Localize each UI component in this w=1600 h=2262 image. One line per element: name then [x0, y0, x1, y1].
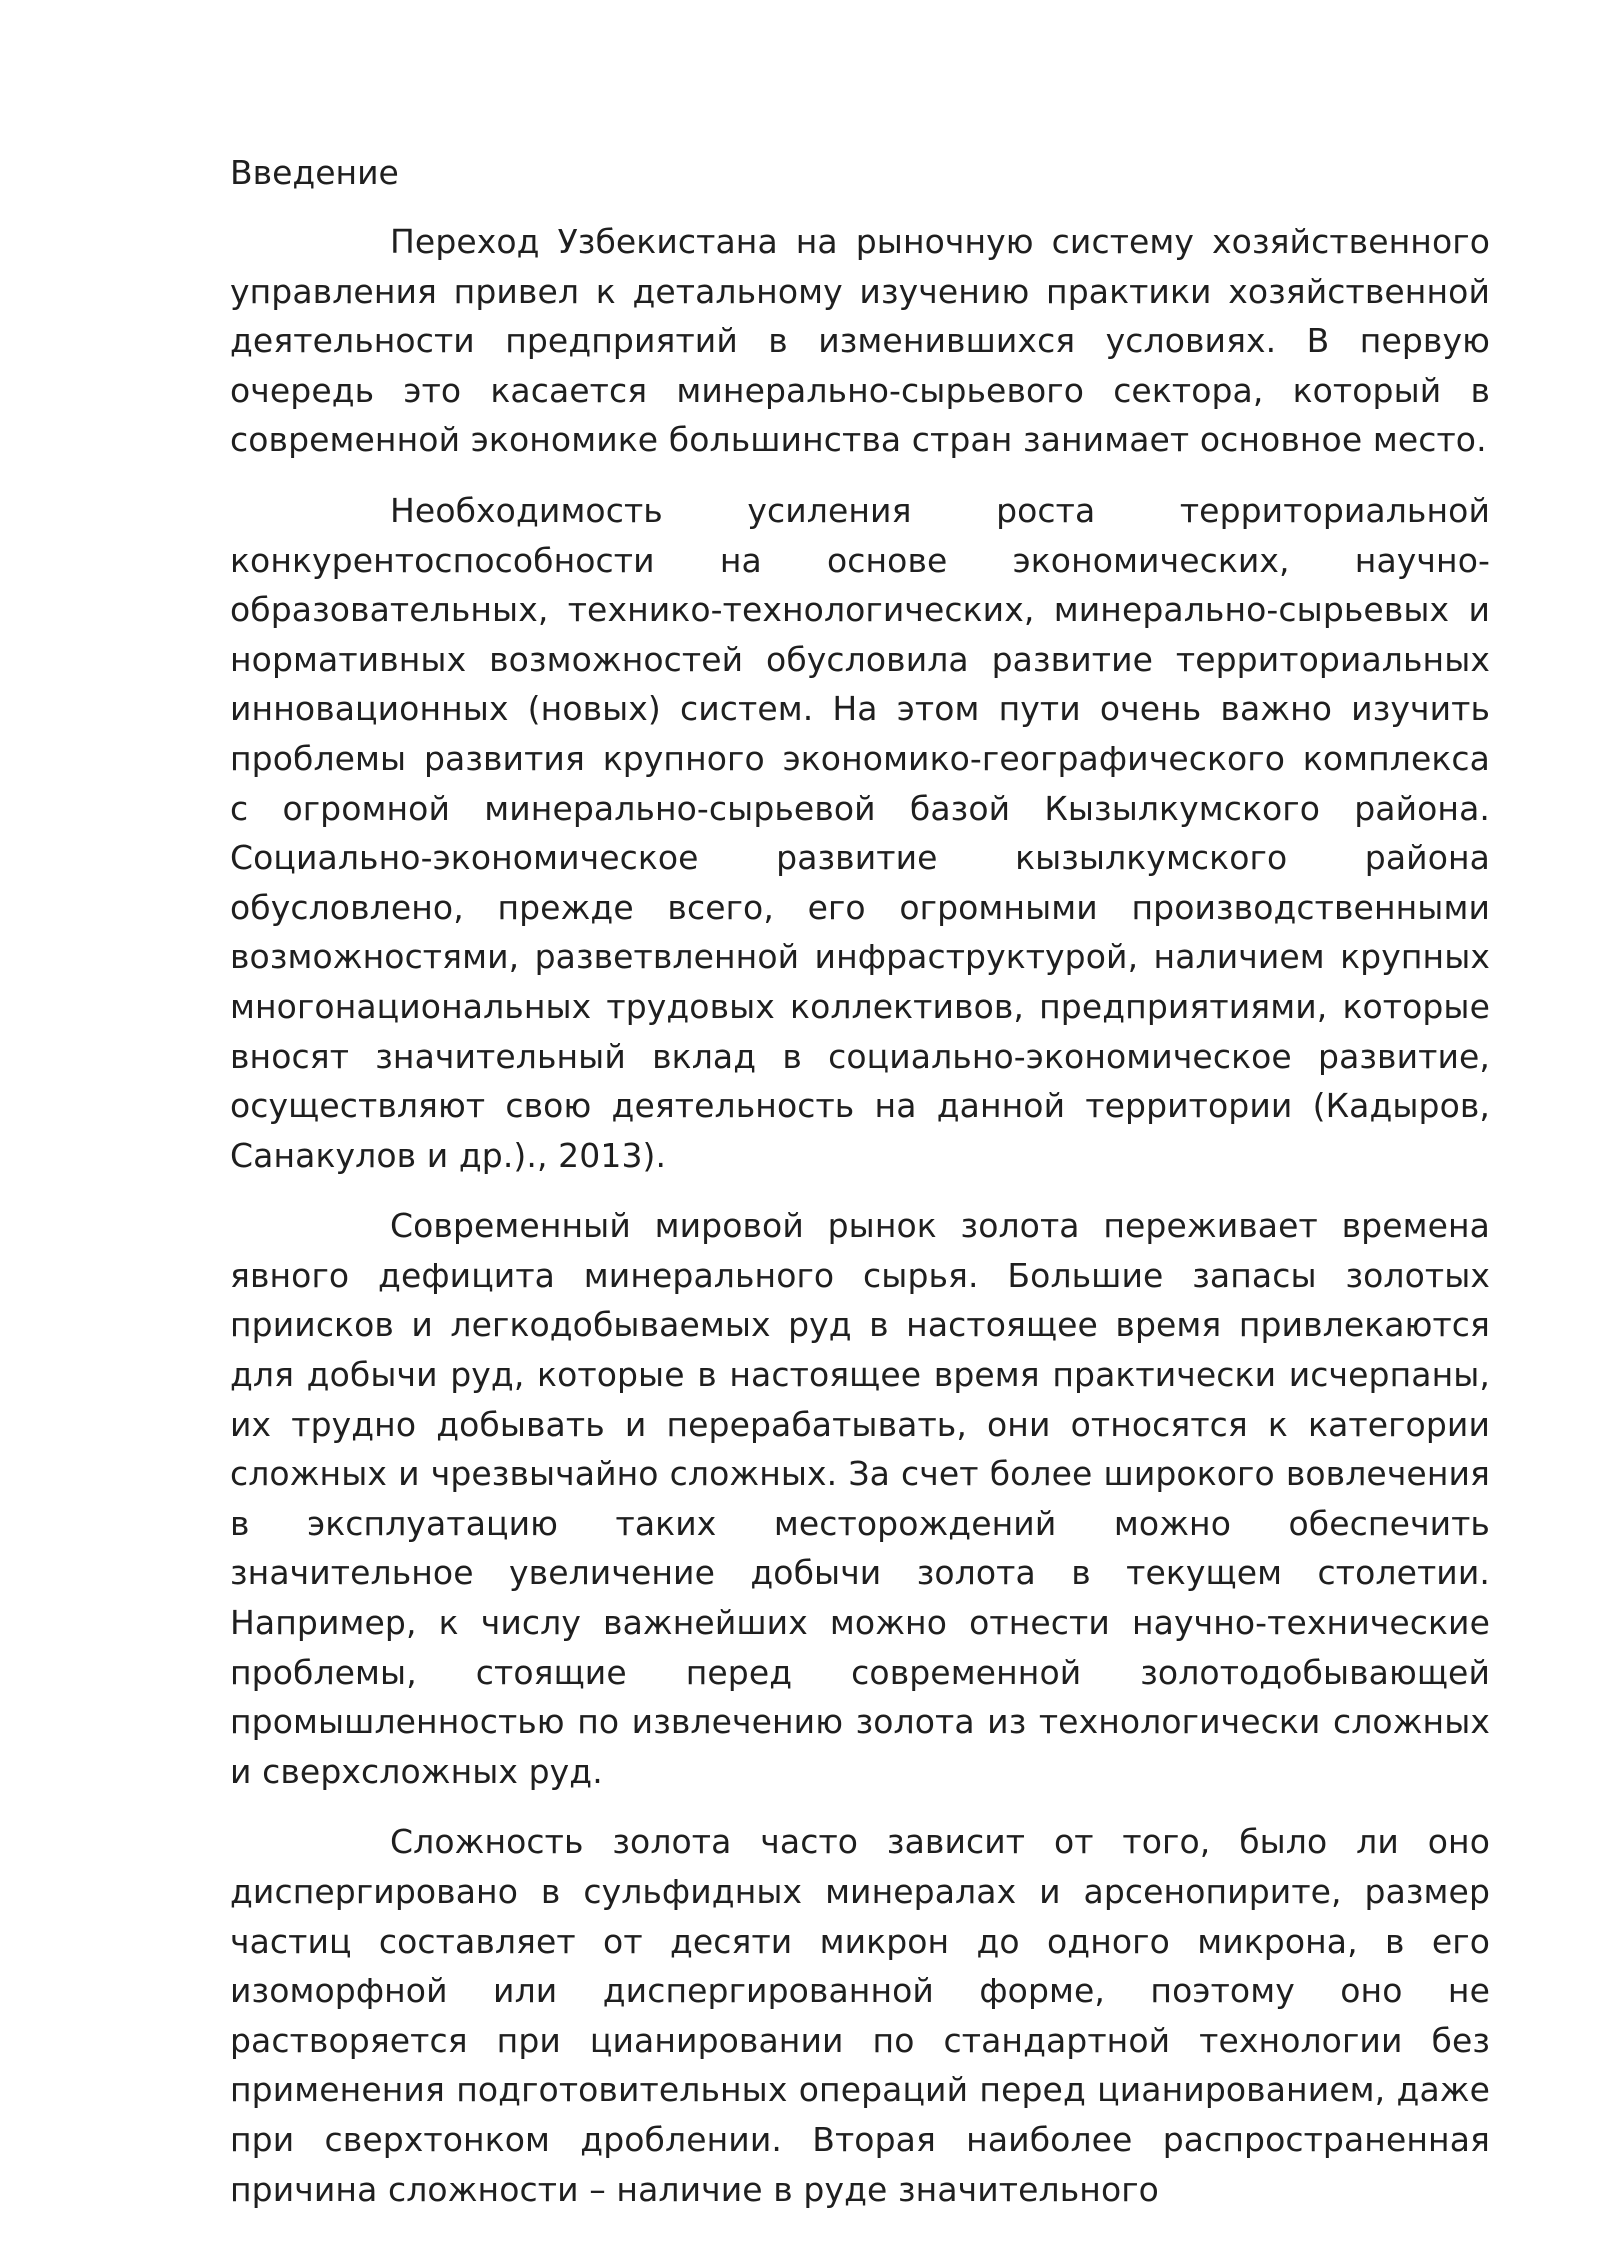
section-heading: Введение — [230, 153, 399, 192]
paragraph-1: Переход Узбекистана на рыночную систему хозяйственного управления привел к детальному изучению практики хозяйственной деятельности предприятий в изменившихся условиях. В первую очередь это касается минерально-сырьевого сектора, который в современной экономике большинства стран занимает основное место. — [230, 222, 1490, 460]
paragraph-3: Современный мировой рынок золота переживает времена явного дефицита минерального сырья. Большие запасы золотых приисков и легкодобываемых руд в настоящее время привлекаются для добычи руд, которые в настоящее время практически исчерпаны, их трудно добывать и перерабатывать, они относятся к категории сложных и чрезвычайно сложных. За счет более широкого вовлечения в эксплуатацию таких месторождений можно обеспечить значительное увеличение добычи золота в текущем столетии. Например, к числу важнейших можно отнести научно-технические проблемы, стоящие перед современной золотодобывающей промышленностью по извлечению золота из технологически сложных и сверхсложных руд. — [230, 1206, 1490, 1791]
paragraph-4: Сложность золота часто зависит от того, было ли оно диспергировано в сульфидных минералах и арсенопирите, размер частиц составляет от десяти микрон до одного микрона, в его изоморфной или диспергированной форме, поэтому оно не растворяется при цианировании по стандартной технологии без применения подготовительных операций перед цианированием, даже при сверхтонком дроблении. Вторая наиболее распространенная причина сложности – наличие в руде значительного — [230, 1822, 1490, 2209]
paragraph-2: Необходимость усиления роста территориальной конкурентоспособности на основе экономических, научно-образовательных, технико-технологических, минерально-сырьевых и нормативных возможностей обусловила развитие территориальных инновационных (новых) систем. На этом пути очень важно изучить проблемы развития крупного экономико-географического комплекса с огромной минерально-сырьевой базой Кызылкумского района. Социально-экономическое развитие кызылкумского района обусловлено, прежде всего, его огромными производственными возможностями, разветвленной инфраструктурой, наличием крупных многонациональных трудовых коллективов, предприятиями, которые вносят значительный вклад в социально-экономическое развитие, осуществляют свою деятельность на данной территории (Кадыров, Санакулов и др.)., 2013). — [230, 490, 1490, 1175]
